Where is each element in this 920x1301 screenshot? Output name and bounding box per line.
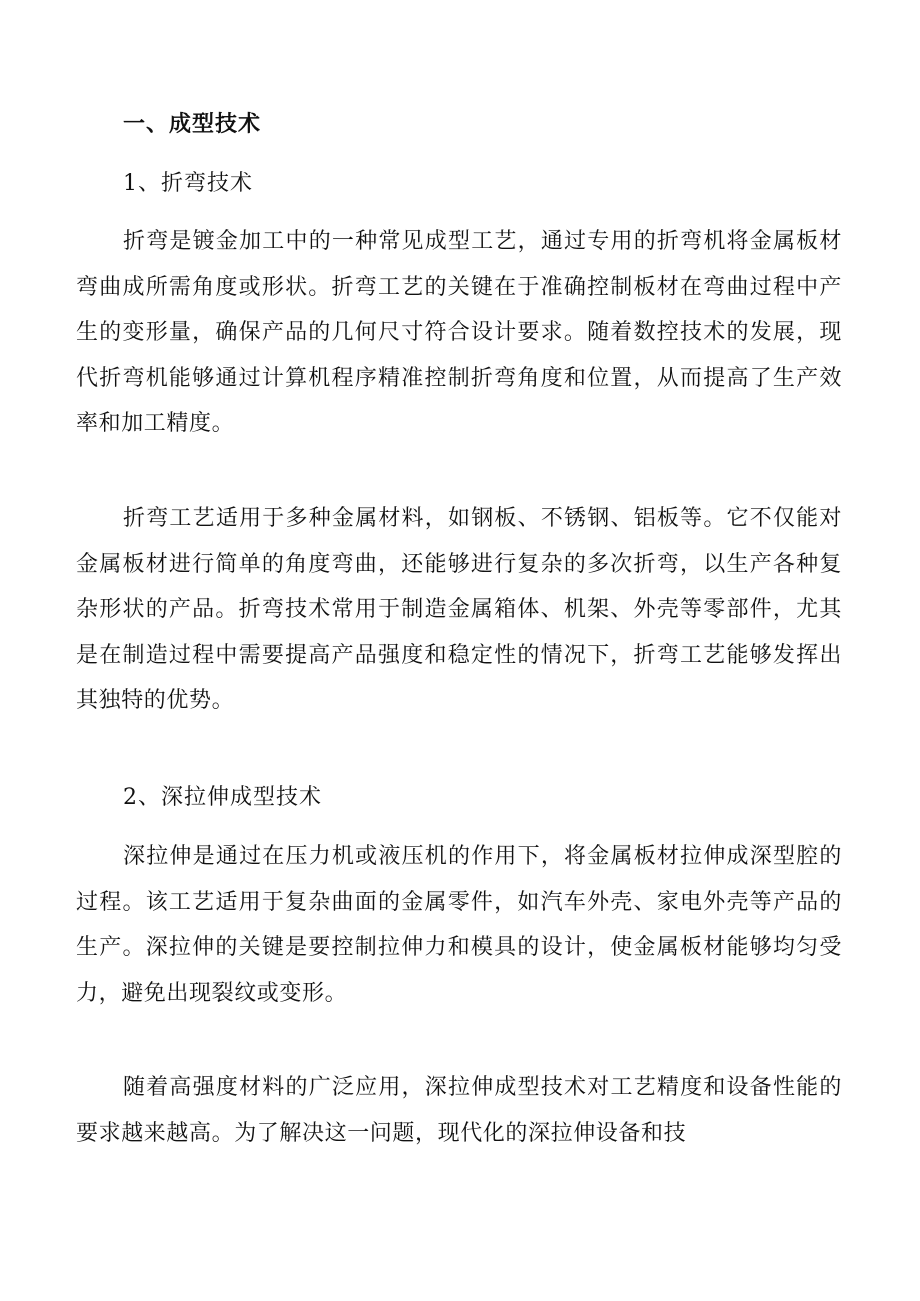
paragraph-deep-drawing-1: 深拉伸是通过在压力机或液压机的作用下，将金属板材拉伸成深型腔的过程。该工艺适用于复杂曲面的金属零件，如汽车外壳、家电外壳等产品的生产。深拉伸的关键是要控制拉伸力和模具的设计，使金属板材能够均匀受力，避免出现裂纹或变形。 [76, 844, 842, 1006]
section-title: 一、成型技术 [123, 111, 262, 137]
paragraph-deep-drawing-2: 随着高强度材料的广泛应用，深拉伸成型技术对工艺精度和设备性能的要求越来越高。为了解决这一问题，现代化的深拉伸设备和技 [76, 1075, 842, 1146]
paragraph-bending-2: 折弯工艺适用于多种金属材料，如钢板、不锈钢、铝板等。它不仅能对金属板材进行简单的角度弯曲，还能够进行复杂的多次折弯，以生产各种复杂形状的产品。折弯技术常用于制造金属箱体、机架、外壳等零部件，尤其是在制造过程中需要提高产品强度和稳定性的情况下，折弯工艺能够发挥出其独特的优势。 [76, 506, 842, 713]
subsection-title-deep-drawing: 2、深拉伸成型技术 [123, 785, 322, 810]
paragraph-bending-1: 折弯是镀金加工中的一种常见成型工艺，通过专用的折弯机将金属板材弯曲成所需角度或形状。折弯工艺的关键在于准确控制板材在弯曲过程中产生的变形量，确保产品的几何尺寸符合设计要求。随着数控技术的发展，现代折弯机能够通过计算机程序精准控制折弯角度和位置，从而提高了生产效率和加工精度。 [76, 229, 842, 436]
subsection-title-bending: 1、折弯技术 [123, 171, 253, 196]
